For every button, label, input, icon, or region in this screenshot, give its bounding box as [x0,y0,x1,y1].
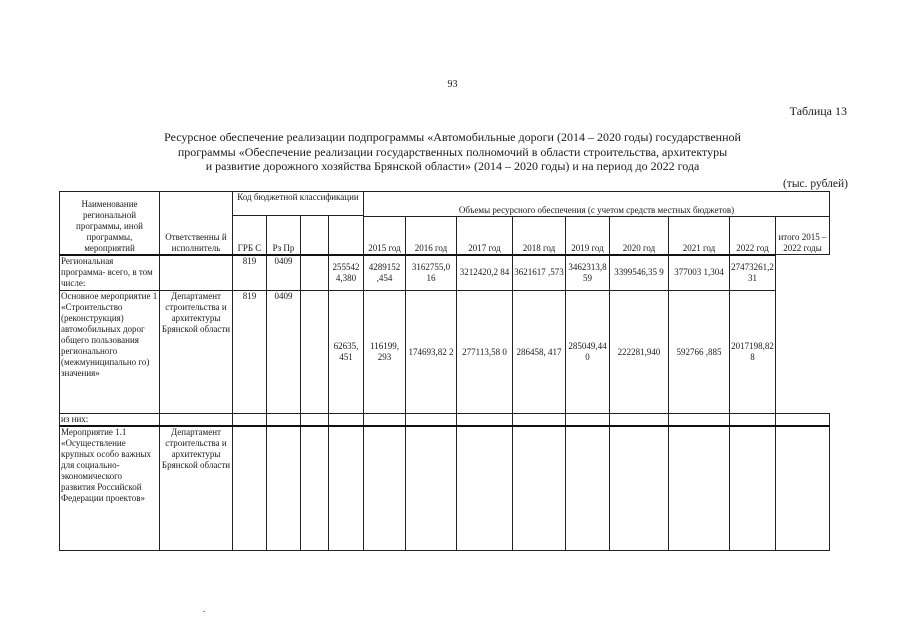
header-year-2017: 2017 год [457,217,513,255]
value-2022: 592766 ,885 [669,291,730,414]
resource-table [59,191,830,551]
value-2017: 174693,82 2 [406,291,457,414]
title-line-2: программы «Обеспечение реализации государственных полномочий в области строительства, архитектуры [177,144,728,159]
header-empty-1 [301,216,329,255]
value-2019: 3621617 ,573 [513,255,566,291]
header-year-2015: 2015 год [364,217,406,255]
header-year-2019: 2019 год [566,217,610,255]
value-2021: 222281,940 [610,291,669,414]
header-name: Наименование региональной программы, иной программы, мероприятий [60,192,160,255]
header-grbs: ГРБ С [233,216,267,255]
units-label: (тыс. рублей) [782,178,848,190]
row-empty [301,255,329,291]
header-year-2016: 2016 год [406,217,457,255]
value-total: 27473261,2 31 [730,255,776,291]
table-row [60,414,830,427]
row-name: из них: [60,414,160,427]
header-rzpr: Рз Пр [267,216,301,255]
table-row [60,291,830,414]
value-2015: 255542 4,380 [329,255,364,291]
table-label: Таблица 13 [789,104,847,118]
page-number: 93 [447,79,458,90]
row-rzpr: 0409 [267,291,301,414]
row-name: Мероприятие 1.1 «Осуществление крупных особо важных для социально-экономического развития Российской Федерации проектов» [60,426,160,550]
title-line-1: Ресурсное обеспечение реализации подпрограммы «Автомобильные дороги (2014 – 2020 годы) государственной [164,130,741,144]
value-2018: 277113,58 0 [457,291,513,414]
header-budget-code: Код бюджетной классификации [233,192,364,216]
header-empty-2 [329,216,364,255]
row-empty [301,291,329,414]
value-2016: 4289152 ,454 [364,255,406,291]
value-2020: 285049,44 0 [566,291,610,414]
value-2019: 286458, 417 [513,291,566,414]
row-name: Региональная программа- всего, в том числе: [60,255,160,291]
header-year-2020: 2020 год [610,217,669,255]
row-name: Основное мероприятие 1 «Строительство (реконструкция) автомобильных дорог общего пользования регионального (межмуниципально го) значения» [60,291,160,414]
header-executor: Ответственны й исполнитель [160,192,233,255]
table-row [60,255,830,291]
row-rzpr: 0409 [267,255,301,291]
value-2017: 3162755,0 16 [406,255,457,291]
header-year-2021: 2021 год [669,217,730,255]
header-total: итого 2015 – 2022 годы [776,217,830,255]
value-2021: 3399546,35 9 [610,255,669,291]
value-2022: 377003 1,304 [669,255,730,291]
value-2018: 3212420,2 84 [457,255,513,291]
header-year-2018: 2018 год [513,217,566,255]
row-executor [160,255,233,291]
document-title [100,130,805,174]
row-grbs: 819 [233,291,267,414]
header-year-2022: 2022 год [730,217,776,255]
value-2016: 116199, 293 [364,291,406,414]
row-executor: Департамент строительства и архитектуры Брянской области [160,291,233,414]
value-2015: 62635, 451 [329,291,364,414]
table-row [60,426,830,550]
value-total: 2017198,82 8 [730,291,776,414]
row-executor: Департамент строительства и архитектуры Брянской области [160,426,233,550]
row-grbs: 819 [233,255,267,291]
header-volumes: Объемы ресурсного обеспечения (с учетом средств местных бюджетов) [364,192,830,217]
value-2020: 3462313,8 59 [566,255,610,291]
footer-mark: . [203,604,206,614]
title-line-3: и развитие дорожного хозяйства Брянской области» (2014 – 2020 годы) и на период до 2022 года [205,159,700,173]
